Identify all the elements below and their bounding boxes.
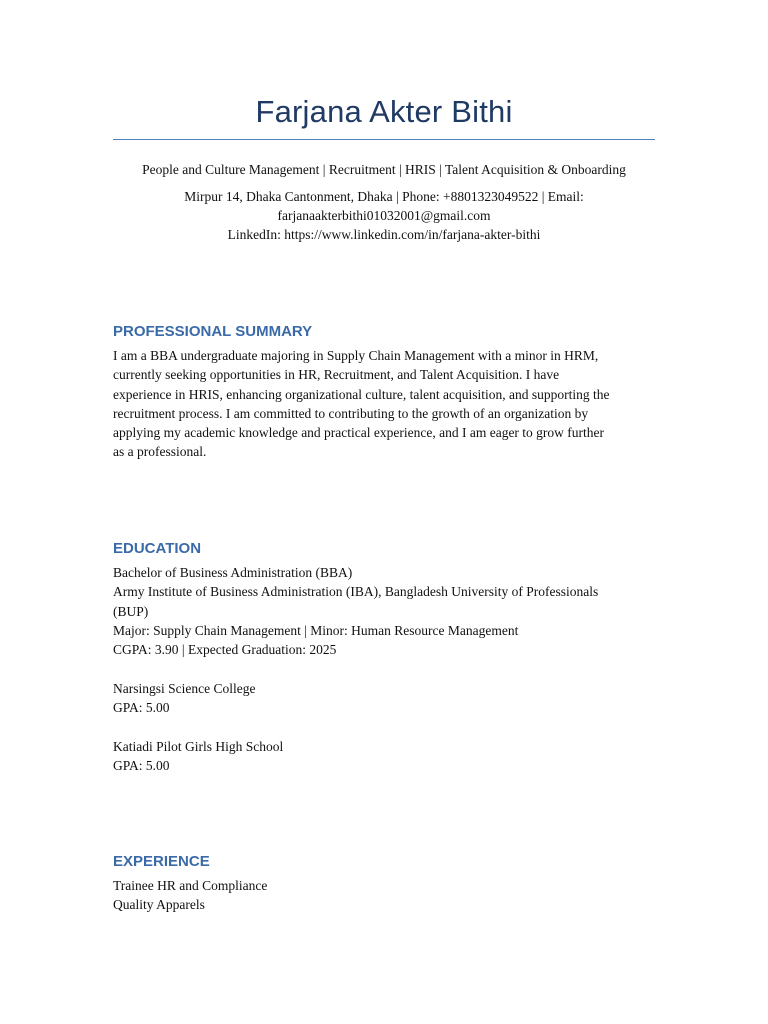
contact-info — [0, 187, 768, 244]
bba-institution-cont: (BUP) — [113, 603, 149, 619]
contact-email: farjanaakterbithi01032001@gmail.com — [277, 208, 491, 223]
spacer — [113, 659, 658, 678]
experience-company: Quality Apparels — [113, 897, 205, 913]
experience-list — [113, 876, 658, 915]
summary-line: applying my academic knowledge and practical experience, and I am eager to grow further — [113, 425, 605, 441]
section-professional-summary — [113, 322, 658, 462]
summary-line: I am a BBA undergraduate majoring in Supply Chain Management with a minor in HRM, — [113, 348, 599, 363]
education-list — [113, 563, 658, 775]
header-divider — [113, 139, 655, 140]
section-title-education: EDUCATION — [113, 540, 202, 557]
bba-institution: Army Institute of Business Administration (IBA), Bangladesh University of Professionals — [113, 584, 599, 600]
summary-line: currently seeking opportunities in HR, Recruitment, and Talent Acquisition. I have — [113, 367, 560, 383]
contact-linkedin: LinkedIn: https://www.linkedin.com/in/farjana-akter-bithi — [227, 227, 541, 242]
summary-paragraph — [113, 346, 658, 462]
bba-cgpa: CGPA: 3.90 | Expected Graduation: 2025 — [113, 642, 337, 658]
bba-major-minor: Major: Supply Chain Management | Minor: Human Resource Management — [113, 622, 519, 638]
college-name: Narsingsi Science College — [113, 680, 256, 696]
professional-headline: People and Culture Management | Recruitment | HRIS | Talent Acquisition & Onboarding — [142, 162, 626, 177]
section-title-experience: EXPERIENCE — [113, 853, 210, 870]
college-gpa: GPA: 5.00 — [113, 700, 170, 716]
summary-line: experience in HRIS, enhancing organizational culture, talent acquisition, and supporting the — [113, 386, 610, 402]
school-name: Katiadi Pilot Girls High School — [113, 738, 284, 754]
school-gpa: GPA: 5.00 — [113, 757, 170, 773]
experience-role: Trainee HR and Compliance — [113, 878, 268, 893]
bba-degree: Bachelor of Business Administration (BBA) — [113, 565, 353, 580]
summary-line: as a professional. — [113, 444, 207, 460]
spacer — [113, 717, 658, 736]
candidate-name: Farjana Akter Bithi — [255, 94, 513, 129]
section-education — [113, 539, 658, 775]
contact-address-phone: Mirpur 14, Dhaka Cantonment, Dhaka | Phone: +8801323049522 | Email: — [184, 189, 584, 204]
summary-line: recruitment process. I am committed to contributing to the growth of an organization by — [113, 405, 589, 421]
section-title-summary: PROFESSIONAL SUMMARY — [113, 323, 313, 340]
section-experience — [113, 852, 658, 915]
